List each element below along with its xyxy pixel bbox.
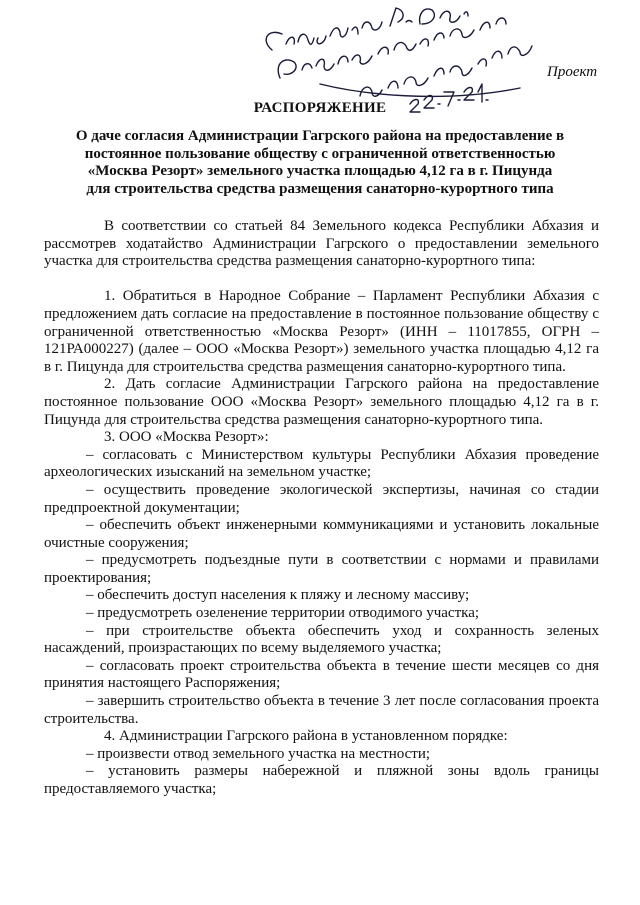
item-1: 1. Обратиться в Народное Собрание – Парламент Республики Абхазия с предложением дать согласие на предоставление в постоянное пользование обществу с ограниченной ответственностью «Москва Резорт» (ИНН – 11017855, ОГРН – 121РА000227) (далее – ООО «Москва Резорт») земельного участка площадью 4,12 га в г. Пицунда для строительства средства размещения санаторно-курортного типа. <box>44 288 599 375</box>
item-3-bullet: – предусмотреть подъездные пути в соответствии с нормами и правилами проектирования; <box>44 552 599 586</box>
item-3-bullet: – обеспечить объект инженерными коммуникациями и установить локальные очистные сооружения; <box>44 517 599 551</box>
item-3-bullet: – согласовать с Министерством культуры Республики Абхазия проведение археологических изысканий на земельном участке; <box>44 446 599 481</box>
item-4-bullet: – установить размеры набережной и пляжной зоны вдоль границы предоставляемого участка; <box>44 763 599 797</box>
preamble-paragraph: В соответствии со статьей 84 Земельного кодекса Республики Абхазия и рассмотрев ходатайство Администрации Гагрского о предоставлении земельного участка для строительства средства размещения санаторно-курортного типа: <box>44 218 599 270</box>
item-3-bullet: – предусмотреть озеленение территории отводимого участка; <box>86 605 480 622</box>
document-title: РАСПОРЯЖЕНИЕ <box>253 100 387 116</box>
item-3: 3. ООО «Москва Резорт»: <box>104 429 269 446</box>
subject-line: для строительства средства размещения санаторно-курортного типа <box>86 180 554 197</box>
document-body <box>44 218 599 799</box>
item-3-bullet: – согласовать проект строительства объекта в течение шести месяцев со дня принятия настоящего Распоряжения; <box>44 657 599 692</box>
item-3-bullet: – при строительстве объекта обеспечить уход и сохранность зеленых насаждений, произрастающих по всему выделяемого участка; <box>44 622 599 657</box>
subject-line: «Москва Резорт» земельного участка площадью 4,12 га в г. Пицунда <box>87 163 553 179</box>
item-2: 2. Дать согласие Администрации Гагрского района на предоставление постоянное пользование ООО «Москва Резорт» земельного площадью 4,12 га в г. Пицунда для строительства средства размещения санаторно-курортного типа. <box>44 376 599 428</box>
item-4: 4. Администрации Гагрского района в установленном порядке: <box>104 728 508 745</box>
draft-label: Проект <box>547 64 598 80</box>
paragraph-spacer <box>44 271 599 289</box>
item-3-bullet: – обеспечить доступ населения к пляжу и лесному массиву; <box>86 587 470 604</box>
document-subject <box>40 128 600 198</box>
item-3-bullet: – осуществить проведение экологической экспертизы, начиная со стадии предпроектной документации; <box>44 481 599 516</box>
subject-line: О даче согласия Администрации Гагрского района на предоставление в <box>75 128 565 144</box>
subject-line: постоянное пользование обществу с ограниченной ответственностью <box>84 145 556 162</box>
item-4-bullet: – произвести отвод земельного участка на местности; <box>86 745 431 762</box>
item-3-bullet: – завершить строительство объекта в течение 3 лет после согласования проекта строительства. <box>44 693 599 727</box>
